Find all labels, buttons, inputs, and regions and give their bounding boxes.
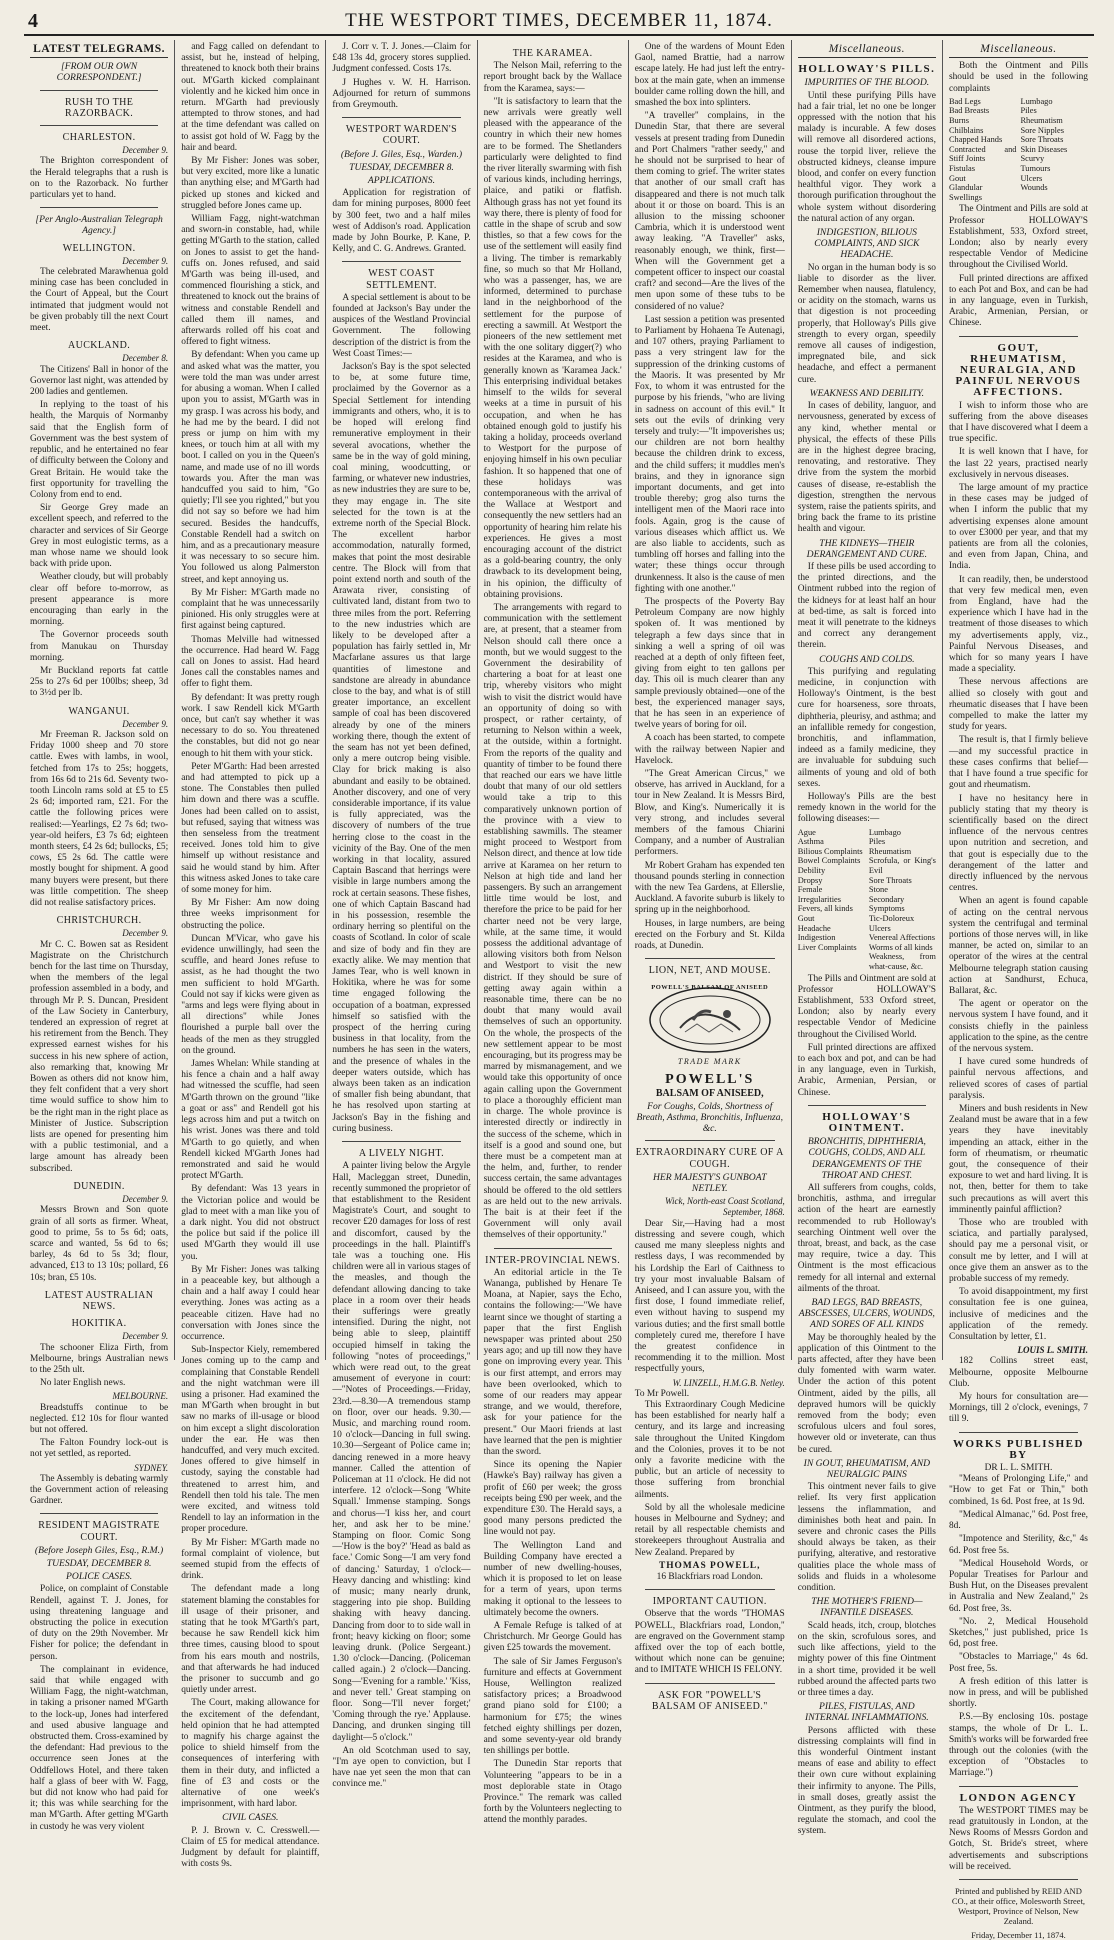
kidneys-heading: THE KIDNEYS—THEIR DERANGEMENT AND CURE. — [806, 537, 928, 560]
holloway-text: If these pills be used according to the printed directions, and the Ointment rubbed into the region of the kidneys for at least half an hour at bed-time, as salt is forced into meat it will penetrate to the kidneys and correct any derangement therein. — [797, 561, 936, 651]
interprovincial-text: Since its opening the Napier (Hawke's Bay) railway has given a profit of £60 per week; the gross receipts being £90 per week, and the expenditure £30. The Herald says, a good many persons predicted the line would not pay. — [483, 1460, 622, 1538]
disease-item: Headache — [797, 923, 831, 933]
warden-text: Application for registration of dam for mining purposes, 8000 feet by 300 feet, two and a half miles west of Addison's road. Application made by John Bourke, P. Kane, P. Kelly, and C. G. Andrews. Granted. — [332, 188, 471, 255]
court-text: By defendant: It was pretty rough work. I saw Rendell kick M'Garth once, but can't say whether it was necessary to do so. You threatened the constables, but did not go near enough to hit them with your stick. — [181, 692, 320, 759]
smith-address: 182 Collins street east, Melbourne, opposite Melbourne Club. — [948, 1356, 1088, 1389]
complaint-item: Burns — [948, 116, 969, 125]
divider — [342, 261, 460, 262]
holloway-text: Full printed directions are affixed to each box and pot, and can be had in any language, even in Turkish, Arabic, Armenian, Persian, or Chinese. — [797, 1042, 936, 1098]
disease-item: Dropsy — [797, 875, 823, 885]
complaints-right-list — [1020, 97, 1088, 203]
divider — [40, 207, 158, 208]
bronchitis-heading: BRONCHITIS, DIPHTHERIA, COUGHS, COLDS, AND ALL DERANGEMENTS OF THE THROAT AND CHEST. — [807, 1136, 926, 1181]
complaint-item: Sore Nipples — [1020, 125, 1064, 135]
works-heading: WORKS PUBLISHED BY — [952, 1437, 1084, 1461]
ointment-text: Persons afflicted with these distressing complaints will find in this wonderful Ointment instant means of ease and ability to effect their own cure without explaining their infirmity to anyone. The Pills, in small doses, greatly assist the Ointment, as they purify the blood, regulate the stomach, and cool the system. — [797, 1725, 936, 1837]
gout-text: The result is, that I firmly believe—and my successful practice in these cases confirms that belief—that I have found a true specific for gout and rheumatism. — [948, 735, 1088, 791]
trade-mark-label: TRADE MARK — [677, 1057, 742, 1067]
divider — [342, 117, 460, 118]
christchurch-heading: CHRISTCHURCH. — [56, 915, 142, 927]
ointment-text: Scald heads, itch, croup, blotches on the skin, scrofulous sores, and such like affections, yield to the mighty power of this fine Ointment in a short time, provided it be well rubbed around the affected parts two or three times a day. — [797, 1620, 936, 1698]
diseases-left-list — [798, 828, 865, 972]
court-text: James Whelan: While standing at his fence a chain and a half away had witnessed the scuffle, had seen M'Garth thrown on the ground "like a goat or ass" and Rendell got his legs across him and put a twitch on his wrist. Jones was there and told M'Garth to go quietly, and when Rendell kicked M'Garth Jones had remonstrated and said he would protect M'Garth. — [181, 1059, 320, 1182]
testimonial-recipient: To Mr Powell. — [634, 1388, 690, 1399]
charleston-heading: CHARLESTON. — [62, 132, 136, 144]
misc-text: The Ointment and Pills are sold at Professor HOLLOWAY'S Establishment, 533, Oxford street, London; also by nearly every respectable Vendor of Medicine throughout the Civilised World. — [948, 204, 1088, 271]
charleston-text: The Brighton correspondent of the Herald telegraphs that a rush is on to the Razorback. No further particulars yet to hand. — [30, 156, 169, 201]
works-text: "Medical Household Words, or Popular Treatises for Parlour and Bush Hut, on the Diseases prevalent in Australia and New Zealand," 2s 6d. Post free, 3s. — [948, 1558, 1088, 1614]
ointment-text: This ointment never fails to give relief. Its very first application lessens the inflammation, and diminishes both heat and pain. In severe and chronic cases the Pills should always be taken, as their purifying, alterative, and restorative qualities place the whole mass of solids and fluids in a wholesome condition. — [797, 1482, 936, 1594]
disease-item: Sore Throats — [868, 875, 912, 885]
gout-text: These nervous affections are allied so closely with gout and rheumatic diseases that I have been compelled to make the latter my study for years. — [948, 677, 1088, 733]
news-text: The prospects of the Poverty Bay Petroleum Company are now highly spoken of. It was mentioned by telegraph a few days since that in sinking a well a spring of oil was reached at a depth of only fifteen feet, giving from eight to ten gallons per day. This oil is much clearer than any sample previously obtained—one of the best, the experienced manager says, that he has seen in an experience of twelve years of boring for oil. — [634, 596, 785, 731]
works-text: P.S.—By enclosing 10s. postage stamps, the whole of Dr L. L. Smith's works will be forwarded free through out the colonies (with the exception of "Obstacles to Marriage.") — [948, 1712, 1088, 1779]
warden-court-heading: WESTPORT WARDEN'S COURT. — [345, 124, 458, 147]
misc-text: Both the Ointment and Pills should be used in the following complaints — [948, 61, 1088, 94]
divider — [645, 958, 775, 959]
rm-court-date: TUESDAY, DECEMBER 8. — [46, 1557, 152, 1569]
works-text: "Impotence and Sterility, &c," 4s 6d. Post free 5s. — [948, 1534, 1088, 1556]
court-text: Peter M'Garth: Had been arrested and had attempted to pick up a stone. The Constables then pulled him down and there was a scuffle. Jones had been called on to assist, but refused, saying that witness was then senseless from the treatment received. Jones told him to give himself up without resistance and said he would stand by him. After this witness asked Jones to take care of some money for him. — [181, 761, 320, 896]
divider — [494, 1248, 612, 1249]
disease-item: Venereal Affections — [868, 933, 935, 943]
ask-for-heading: ASK FOR "POWELL'S BALSAM OF ANISEED." — [651, 1689, 768, 1712]
balsam-text: This Extraordinary Cough Medicine has been established for nearly half a century, and its large and increasing sale throughout the United Kingdom and the Colonies, proves it to be not only a favorite medicine with the public, but an article of necessity to those suffering from bronchial ailments. — [634, 1399, 785, 1500]
complaint-item: Rheumatism — [1020, 116, 1063, 125]
court-text: William Fagg, night-watchman and sworn-in constable, had, while getting M'Garth to the station, called on Jones to assist to get the hand-cuffs on. Jones refused, and said M'Garth was being ill-used, and commenced flourishing a stick, and threatened to knock out the brains of witness and constable Rendell and called them ill names, and afterwards rolled off his coat and offered to fight witness. — [181, 214, 320, 348]
gunboat-line: HER MAJESTY'S GUNBOAT NETLEY. — [652, 1171, 767, 1195]
settlement-text: Jackson's Bay is the spot selected to be, at some future time, proclaimed by the Governor as a Special Settlement for intending immigrants and others, who, it is to be hoped will erelong find remunerative employment in their several avocations, whether the same be in the way of gold mining, coal mining, woodcutting, or farming, or whatever new industries, as new industries they are sure to be, they may engage in. The site selected for the town is at the extreme north of the Special Block. The excellent harbor accommodation, naturally formed, makes that point the most desirable centre. The Block will from that point extend north and south of the Arawata river, consisting of cultivated land, distant from two to three miles from the port. Referring to the new industries which are likely to be developed after a population has fairly settled in, Mr Macfarlane assures us that large quantities of limestone and sandstone are already in abundance close to the bay, and what is of still greater importance, an excellent sample of coal has been discovered already by one of the miners working there, though the extent of the seam has not yet been defined, only a mere outcrop being visible. Clay for brick making is also abundant and easily to be obtained. Another discovery, and one of very considerable importance, if its value is fully appreciated, was the discovery of numbers of the true herring close to the coast in the vicinity of the Bay. One of the men working in that locality, assured Captain Bascand that herrings were visible in large numbers among the rock at certain seasons. These fishes, one of which Captain Bascand had in his possession, resemble the ordinary herring so plentiful on the coasts of Scotland. In color of scale and size of body and fin they are exactly alike. We may mention that James Tear, who is well known in Hokitika, where he was for some time engaged following the occupation of a boatman, expressed himself so satisfied with the prospect of the herring curing business in that locality, from the numbers he has seen in the waters, and the presence of whales in the deeper waters outside, which has always been taken as an indication of smaller fish being abundant, that he has resolved upon starting at Jackson's Bay in the fishing and curing business. — [332, 362, 471, 1134]
disease-item: Debility — [797, 865, 826, 875]
auckland-text: The Citizens' Ball in honor of the Governor last night, was attended by 200 ladies and gentlemen. — [30, 364, 169, 398]
caution-text: Observe that the words "THOMAS POWELL, Blackfriars road, London," are engraved on the Government stamp affixed over the top of each bottle, without which none can be genuine; and to IMITATE WHICH IS FELONY. — [634, 1609, 785, 1676]
coughs-heading: COUGHS AND COLDS. — [819, 653, 915, 665]
complaint-item: Piles — [1020, 106, 1037, 116]
complaint-item: Chapped Hands — [948, 135, 1003, 145]
correspondent-note: [FROM OUR OWN CORRESPONDENT.] — [56, 61, 142, 84]
dateline: December 9. — [122, 1194, 169, 1205]
court-text: By defendant: When you came up and asked what was the matter, you were told the man was under arrest for abusing a woman. When I called upon you to assist, M'Garth was in my grasp. I was across his body, and he had me by the beard. I did not press or jump on him with my knees, or touch him at all with my boot. I called on you in the Queen's name, and made use of no ill words towards you. After the man was handcuffed you said to him, "Go quietly; I'll see you righted," but you did not say so before we had him secured. Besides the handcuffs, Constable Rendell had a switch on him, and as a precautionary measure it was necessary to so secure him. You followed us along Palmerston street, and kept annoying us. — [181, 350, 320, 585]
melbourne-text: The Falton Foundry lock-out is not yet settled, as reported. — [30, 1438, 169, 1460]
lion-net-mouse-heading: LION, NET, AND MOUSE. — [648, 965, 771, 977]
melbourne-tag: MELBOURNE. — [112, 1391, 169, 1402]
gout-text: It can readily, then, be understood that very few medical men, even from England, have had the experience which I have had in the treatment of those diseases to which my advertisements apply, viz., Painful Nervous Diseases, and which for so many years I have made a speciality. — [948, 574, 1088, 675]
complaint-item: Ulcers — [1020, 173, 1043, 183]
diseases-list — [798, 828, 936, 972]
police-cases-heading: POLICE CASES. — [66, 1571, 133, 1583]
disease-item: Fevers, all kinds — [797, 904, 853, 914]
news-text: One of the wardens of Mount Eden Gaol, named Brattie, had a narrow escape lately. He had just left the entry-box at the main gate, when an immense boulder came rolling down the hill, and smashed the box into splinters. — [634, 42, 785, 109]
disease-item: Rheumatism — [868, 846, 912, 856]
indigestion-heading: INDIGESTION, BILIOUS COMPLAINTS, AND SICK HEADACHE. — [814, 227, 920, 261]
complaint-item: Lumbago — [1020, 96, 1053, 106]
gout-text: When an agent is found capable of acting on the central nervous system the centrifugal and terminal portions of those nerves will, in like manner, be acted on, similar to an operator of the wires at the central Melbourne telegraph station causing action at Sandhurst, Echuca, Ballarat, &c. — [948, 896, 1088, 996]
rm-court-sub: (Before Joseph Giles, Esq., R.M.) — [34, 1544, 164, 1556]
bad-legs-heading: BAD LEGS, BAD BREASTS, ABSCESSES, ULCERS, WOUNDS, AND SORES OF ALL KINDS — [798, 1297, 935, 1331]
lively-night-heading: A LIVELY NIGHT. — [358, 1148, 445, 1160]
disease-item: Female Irregularities — [797, 885, 841, 904]
powells-heading: POWELL'S — [665, 1072, 755, 1088]
complaints-list — [949, 97, 1088, 203]
court-text: By Mr Fisher: Jones was talking in a peaceable key, but although a chain and a half away I could hear everything. Jones was acting as a peaceable citizen. Have had no conversation with Jones since the occurrence. — [181, 1264, 320, 1342]
testimonial-signature: W. LINZELL, H.M.G.B. Netley. — [672, 1377, 785, 1388]
dateline: December 9. — [122, 145, 169, 156]
court-text: By Mr Fisher: Am now doing three weeks imprisonment for obstructing the police. — [181, 898, 320, 931]
divider — [40, 125, 158, 126]
balsam-text: Sold by all the wholesale medicine houses in Melbourne and Sydney; and retail by all respectable chemists and storekeepers throughout Australia and New Zealand. Prepared by — [634, 1502, 785, 1558]
civil-text: J Hughes v. W. H. Harrison. Adjourned for return of summons from Greymouth. — [332, 77, 471, 111]
court-text: Duncan M'Vicar, who gave his evidence unwillingly, had seen the scuffle, and heard Jones refuse to assist, as he had thought the two men sufficient to hold M'Garth. Could not say if kicks were given as "arms and legs were flying about in all directions" while Jones flourished a purple ball over the heads of the men as they struggled on the ground. — [181, 933, 320, 1056]
agency-note: [Per Anglo-Australian Telegraph Agency.] — [35, 214, 163, 237]
misc-text: Full printed directions are affixed to each Pot and Box, and can be had in any language, even in Turkish, Arabic, Armenian, Persian, or Chinese. — [948, 273, 1088, 329]
court-text: The Court, making allowance for the excitement of the defendant, held opinion that he had attempted to magnify his charge against the police to shield himself from the consequences of interfering with them in their duty, and inflicted a fine of £3 and costs or the alternative of one week's imprisonment, with hard labor. — [181, 1698, 320, 1810]
karamea-text: The arrangements with regard to communication with the settlement are, at present, that a steamer from Nelson should call there once a month, but we would suggest to the Government the desirability of chartering a boat for at least one trip, whereby visitors who might wish to visit the district would have an opportunity of doing so with prospect, or rather certainty, of returning to Nelson within a week, at the outside, within a fortnight. From the reports of the quality and quantity of timber to be found there that reached our ears we have little doubt that many of our old settlers would take a trip to this comparatively unknown portion of the province with a view to establishing sawmills. The steamer might proceed to Westport from Nelson direct, and thence at low tide arrive at Karamea on her return to Nelson at high tide and land her passengers. By such an arrangement little time would be lost, and therefore the price to be paid for her charter need not be very large, while, at the same time, it would possess the additional advantage of allowing visitors both from Nelson and Westport to visit the new district. If they should be sure of getting away again within a reasonable time, there can be no doubt that many would avail themselves of such an opportunity. On the whole, the prospects of the new settlement appear to be most encouraging, but its progress may be marred by mismanagement, and we would take this opportunity of once again calling upon the Government to place a thoroughly efficient man in charge. The whole province is interested directly or indirectly in the success of the scheme, which in itself is a good and sound one, but there must be a competent man at the helm, and, further, to render success certain, the same advantages should be offered to the old settlers as are held out to the new arrivals. The bait is at their feet if the Government will only avail themselves of their opportunity." — [483, 602, 622, 1241]
holloway-text: The Pills and Ointment are sold at Professor HOLLOWAY'S Establishment, 533 Oxford street, London; also by nearly every respectable Vendor of Medicine throughout the Civilised World. — [797, 973, 936, 1040]
news-text: Mr Robert Graham has expended ten thousand pounds sterling in connection with the new Tea Gardens, at Ellerslie, Auckland. A favorite suburb is likely to spring up in the neighborhood. — [634, 860, 785, 916]
divider — [342, 1141, 460, 1142]
complaint-item: Wounds — [1020, 183, 1048, 193]
interprovincial-text: The Wellington Land and Building Company have erected a number of new dwelling-houses, which it is proposed to let on lease for a term of years, upon terms making it optional to the lessees to ultimately become the owners. — [483, 1540, 622, 1618]
wellington-text: The celebrated Marawhenua gold mining case has been concluded in the Court of Appeal, but the Court intimated that judgment would not be given probably till the next Court meet. — [30, 267, 169, 334]
smith-signature: LOUIS L. SMITH. — [1017, 1345, 1088, 1356]
newspaper-title: THE WESTPORT TIMES, DECEMBER 11, 1874. — [345, 10, 773, 31]
logo-label: POWELL'S BALSAM OF ANISEED — [651, 984, 769, 992]
holloway-pills-heading: HOLLOWAY'S PILLS. — [798, 63, 936, 76]
disease-item: Liver Complaints — [797, 942, 857, 952]
extraordinary-cure-heading: EXTRAORDINARY CURE OF A COUGH. — [635, 1147, 784, 1170]
london-agency-heading: LONDON AGENCY — [959, 1791, 1078, 1804]
auckland-text: Mr Buckland reports fat cattle 25s to 27s 6d per 100lbs; sheep, 3d to 3½d per lb. — [30, 665, 169, 699]
interprovincial-text: The sale of Sir James Ferguson's furniture and effects at Government House, Wellington realized satisfactory prices; a Broadwood grand piano sold for £100; a harmonium for £75; the wines fetched eighty shillings per dozen, and some seventy-year old brandy ten shillings per bottle. — [483, 1656, 622, 1757]
caution-heading: IMPORTANT CAUTION. — [652, 1596, 767, 1608]
hokitika-text: No later English news. — [40, 1378, 126, 1389]
wanganui-heading: WANGANUI. — [68, 705, 130, 717]
karamea-text: The Nelson Mail, referring to the report brought back by the Wallace from the Karamea, says:— — [483, 61, 622, 94]
christchurch-text: Mr C. C. Bowen sat as Resident Magistrate on the Christchurch bench for the last time on Thursday, when the members of the legal profession assembled in a body, and through Mr P. S. Duncan, President of the Law Society in Canterbury, tendered an expression of regret at his retirement from the Bench. They expressed earnest wishes for his success in his new sphere of action, also remarking that, knowing Mr Bowen as others did not know him, they felt confident that a very short time would suffice to show him to be the right man in the right place as Minister of Justice. Subscription lists are opened for presenting him with a public testimonial, and a large amount has already been subscribed. — [30, 939, 169, 1174]
dateline: December 8. — [122, 353, 169, 364]
auckland-text: In replying to the toast of his health, the Marquis of Normanby said that the English form of Government was the best system of republic, and he entertained no fear of difficulty between the Colony and Great Britain. He would take the first opportunity for travelling the Colony from end to end. — [30, 400, 169, 500]
police-text: The complainant in evidence, said that while engaged with William Fagg, the night-watchman, in taking a prisoner named M'Garth to the lock-up, Jones had interfered and used abusive language and obstructed them. Cross-examined by the defendant: Had previous to the occurrence seen Jones at the Oddfellows Hotel, and there taken half a glass of beer with W. Fagg, but did not know who had paid for it; this was while searching for the man M'Garth. After getting M'Garth in custody he was very violent — [30, 1664, 169, 1832]
london-text: The WESTPORT TIMES may be read gratuitously in London, at the News Rooms of Messrs Gordon and Gotch, St. Bride's street, where advertisements and subscriptions will be received. — [948, 1805, 1088, 1872]
misc-heading: Miscellaneous. — [798, 44, 936, 58]
works-text: "Medical Almanac," 6d. Post free, 8d. — [948, 1509, 1088, 1532]
complaint-item: Skin Diseases — [1020, 144, 1068, 154]
warden-court-date: TUESDAY, DECEMBER 8. — [349, 161, 454, 173]
dateline: December 9. — [122, 255, 169, 266]
thomas-powell-address: 16 Blackfriars road London. — [656, 1571, 763, 1582]
works-text: "Means of Prolonging Life," and "How to get Fat or Thin," both combined, 1s 6d. Post free, at 1s 9d. — [948, 1474, 1088, 1507]
civil-text: J. Corr v. T. J. Jones.—Claim for £48 13s 4d, grocery stores supplied. Judgment confessed. Costs 17s. — [332, 42, 471, 75]
testimonial-text: Dear Sir,—Having had a most distressing and severe cough, which caused me many sleepless nights and restless days, I was recommended by his Lordship the Earl of Caithness to try your most invaluable Balsam of Aniseed, and I can assure you, with the first dose, I found immediate relief, even without having to suspend my various duties; and the first small bottle completely cured me, therefore I have the greatest confidence in recommending it to the million. Most respectfully yours, — [634, 1218, 785, 1375]
impurities-heading: IMPURITIES OF THE BLOOD. — [804, 77, 930, 89]
holloway-text: In cases of debility, languor, and nervousness, generated by excess of any kind, whether mental or physical, the effects of these Pills are in the highest degree bracing, renovating, and restorative. They drive from the system the morbid causes of disease, re-establish the digestion, strengthen the nervous system, raise the patients spirits, and bring back the frame to its pristine health and vigour. — [797, 401, 936, 535]
rm-court-heading: RESIDENT MAGISTRATE COURT. — [38, 1520, 160, 1543]
smith-hours: My hours for consultation are—Mornings, till 2 o'clock, evenings, 7 till 9. — [948, 1392, 1088, 1425]
gout-text: I wish to inform those who are suffering from the above diseases that I have discovered what I deem a true specific. — [948, 400, 1088, 445]
disease-item: Weakness, from what-cause, &c. — [868, 952, 936, 971]
piles-heading: PILES, FISTULAS, AND INTERNAL INFLAMMATIONS. — [805, 1701, 929, 1724]
news-text: A coach has been started, to compete with the railway between Napier and Havelock. — [634, 733, 785, 766]
sydney-tag: SYDNEY. — [134, 1462, 169, 1473]
imprint-date: Friday, December 11, 1874. — [971, 1929, 1066, 1940]
complaint-item: Contracted and Stiff Joints — [948, 144, 1017, 164]
dunedin-text: Messrs Brown and Son quote grain of all sorts as firmer. Wheat, good to prime, 5s to 5s 6d; oats, scarce and wanted, 5s 6d to 6s; barley, 4s 6d to 5s 3d; flour, advanced, £13 to 13 10s; pollard, £6 10s; bran, £5 10s. — [30, 1205, 169, 1283]
gout-heading: GOUT, RHEUMATISM, NEURALGIA, AND PAINFUL NERVOUS AFFECTIONS. — [955, 341, 1082, 399]
column-7 — [943, 40, 1094, 1940]
complaint-item: Bad Breasts — [948, 106, 990, 116]
disease-item: Ulcers — [868, 923, 891, 933]
ointment-text: May be thoroughly healed by the application of this Ointment to the parts affected, after they have been duly fomented with warm water. Under the action of this potent Ointment, aided by the pills, all depraved humors will be quickly removed from the body; even scrofulous ulcers and foul sores, however old or inveterate, can thus be cured. — [797, 1332, 936, 1455]
balsam-sub: For Coughs, Colds, Shortness of Breath, Asthma, Bronchitis, Influenza, &c. — [636, 1100, 783, 1135]
works-text: A fresh edition of this latter is now in press, and will be published shortly. — [948, 1676, 1088, 1710]
court-text: By Mr Fisher: M'Garth made no complaint that he was unnecessarily pinioned. His only struggles were at first against being captured. — [181, 587, 320, 632]
auckland-text: Weather cloudy, but will probably clear off before to-morrow, as present appearance is more encouraging than early in the morning. — [30, 572, 169, 628]
imprint: Printed and published by REID AND CO., at their office, Molesworth Street, Westport, Province of Nelson, New Zealand. — [951, 1885, 1086, 1926]
complaint-item: Bad Legs — [948, 96, 981, 106]
disease-item: Stone — [868, 885, 888, 895]
column-5 — [629, 40, 792, 1712]
disease-item: Worms of all kinds — [868, 942, 933, 952]
dunedin-heading: DUNEDIN. — [73, 1180, 125, 1192]
disease-item: Gout — [797, 913, 815, 923]
auckland-text: The Governor proceeds south from Manukau on Thursday morning. — [30, 630, 169, 663]
disease-item: Lumbago — [868, 827, 901, 837]
hokitika-heading: HOKITIKA. — [71, 1318, 127, 1330]
melbourne-text: Breadstuffs continue to be neglected. £12 10s for flour wanted but not offered. — [30, 1402, 169, 1435]
rush-heading: RUSH TO THE RAZORBACK. — [64, 96, 134, 119]
diseases-right-list — [869, 828, 936, 972]
court-text: By Mr Fisher: M'Garth made no formal complaint of violence, but seemed stupid from the effects of drink. — [181, 1537, 320, 1582]
complaint-item: Gout — [948, 173, 966, 183]
gout-text: It is well known that I have, for the last 22 years, practised nearly exclusively in nervous diseases. — [948, 447, 1088, 480]
disease-item: Secondary Symptoms — [868, 894, 905, 914]
interprovincial-heading: INTER-PROVINCIAL NEWS. — [485, 1254, 621, 1266]
interprovincial-text: The Dunedin Star reports that Volunteering "appears to be in a most deplorable state in Otago Province." The remark was called forth by the Volunteers neglecting to attend the monthly parades. — [483, 1759, 622, 1826]
divider — [959, 1879, 1078, 1880]
lively-text: A painter living below the Argyle Hall, Macleggan street, Dunedin, recently summoned the proprietor of that establishment to the Resident Magistrate's Court, and sought to recover £20 damages for loss of rest and discomfort, caused by the proceedings in the hall. Plaintiff's tale was a touching one. His children were all in various stages of the measles, and though the defendant allowing dancing to take place in a room over their heads their sufferings were greatly intensified. During the night, not being able to sleep, plaintiff occupied himself in taking the following "notes of proceedings," which were read out, to the great amusement of everyone in court:—"Notes of Proceedings.—Friday, 23rd.—8.30—A tremendous stamp on floor, over our heads. 9.30.—Music, and marching round room. 10 o'clock—Dancing in full swing. 10.30—Sergeant of Police came in; dancing renewed in a more heavy manner. Called the attention of Policeman at 11 o'clock. He did not interfere. 12 o'clock—Song 'White Squall.' Immense stamping. Songs and chorus—'I kiss her, and court her, and ask her to be mine.' Stamping on floor. Comic Song—'How is the boy?' 'Head as bald as face.' Comic Song—'I am very fond of dancing.' Saturday, 1 o'clock—Heavy dancing and whistling: kind of music; many nearly drunk, staggering into pie shop. Building shaking with heavy dancing. Dancing from door to to side wall in front; heavy kicking on floor; some leaving drunk. (Police Sergeant.) 1.30 o'clock—Dancing. (Policeman called again.) 2 o'clock—Dancing. Song—'Evening for a ramble.' 'Kiss, and never tell.' Great stamping on floor. Song—'I'll never forget;' 'Coming through the rye.' Applause. Dancing, and drunken singing till daylight—5 o'clock." — [332, 1161, 471, 1743]
lively-text: An old Scotchman used to say, "I'm aye open to conviction, but I have nae yet seen the mon that can convince me." — [332, 1745, 471, 1790]
settlement-heading: WEST COAST SETTLEMENT. — [366, 268, 437, 291]
ointment-text: All sufferers from coughs, colds, bronchitis, asthma, and irregular action of the heart are earnestly recommended to rub Holloway's searching Ointment well over the throat, breast, and back, as the case may require, twice a day. This Ointment is the most efficacious remedy for all internal and external ailments of the throat. — [797, 1182, 936, 1294]
letter-date: Wick, North-east Coast Scotland, September, 1868. — [665, 1196, 785, 1218]
column-3 — [326, 40, 477, 1790]
sydney-text: The Assembly is debating warmly the Government action of releasing Gardner. — [30, 1473, 169, 1507]
gout-text: I have cured some hundreds of painful nervous affections, and relieved scores of cases of partial paralysis. — [948, 1057, 1088, 1101]
latest-telegrams-heading: LATEST TELEGRAMS. — [30, 44, 168, 58]
works-author: DR L. L. SMITH. — [984, 1463, 1053, 1474]
gout-text: I have no hesitancy here in publicly stating that my theory is scientifically based on the direct influence of the nervous centres upon nutrition and secretion, and that gout is especially due to the derangement of the latter and directly influenced by the nervous centres. — [948, 793, 1088, 894]
disease-item: Scrofula, or King's Evil — [868, 856, 936, 875]
news-text: Last session a petition was presented to Parliament by Hohaena Te Autenagi, and 107 others, praying Parliament to pass a very stringent law for the suppression of the drinking customs of the Maoris. It was presented by Mr Fox, to whom it was entrusted for the purpose by his friends, "who are living in sadness on account of this evil." It sets out the evils of drinking very tersely and truly:—"It impoverishes us; our children are not born healthy because the children drink to excess, and the child suffers; it muddles men's brains, and they in ignorance sign important documents, and get into trouble thereby; grog also turns the intelligent men of the Maori race into fools. Again, grog is the cause of various diseases which afflict us. We are also liable to accidents, such as tumbling off horses and falling into the water; these things occur through drunkenness. It also is the cause of men fighting with one another." — [634, 314, 785, 594]
columns — [24, 40, 1094, 1940]
complaint-item: Glandular Swellings — [948, 183, 983, 202]
court-text: Sub-Inspector Kiely, remembered Jones coming up to the camp and complaining that Constable Rendell and the night watchman were ill using a prisoner. Had examined the man M'Garth when brought in but saw no marks of ill-usage or blood on him except a slight discoloration under the ear. He was then handcuffed, and very much excited. Jones offered to give himself in custody, saying the constable had threatened to arrest him, and Rendell then told his tale. The men were excited, and witness told Rendell to lay an information in the proper procedure. — [181, 1345, 320, 1535]
holloway-ointment-heading: HOLLOWAY'S OINTMENT. — [822, 1110, 912, 1134]
disease-item: Bilious Complaints — [797, 846, 863, 856]
gout-text: The agent or operator on the nervous system I have found, and it consists chiefly in the painless application to the spine, as the centre of the nervous system. — [948, 999, 1088, 1054]
gout-text: To avoid disappointment, my first consultation fee is one guinea, inclusive of medicines and the application of the remedy. Consultation by letter, £1. — [948, 1287, 1088, 1343]
page-number: 4 — [28, 10, 38, 32]
divider — [959, 1432, 1078, 1433]
works-text: "Obstacles to Marriage," 4s 6d. Post free, 5s. — [948, 1652, 1088, 1674]
auckland-heading: AUCKLAND. — [67, 340, 131, 352]
court-text: By Mr Fisher: Jones was sober, but very excited, more like a lunatic than anything else; and M'Garth had picked up stones and kicked and struggled before Jones came up. — [181, 156, 320, 211]
wellington-heading: WELLINGTON. — [62, 242, 136, 254]
gout-text: Those who are troubled with sciatica, and partially paralysed, should pay me a personal visit, or consult me by letter, and I will at once give them an answer as to the probable success of my remedy. — [948, 1218, 1088, 1285]
divider — [645, 1683, 775, 1684]
column-1 — [24, 40, 175, 1832]
interprovincial-text: A Female Refuge is talked of at Christchurch. Mr George Gould has given £25 towards the movement. — [483, 1621, 622, 1654]
balsam-heading: BALSAM OF ANISEED, — [655, 1087, 764, 1099]
civil-cases-heading: CIVIL CASES. — [222, 1812, 279, 1824]
warden-court-sub: (Before J. Giles, Esq., Warden.) — [340, 148, 463, 160]
trade-mark-logo — [635, 980, 785, 1070]
dateline: December 9. — [122, 928, 169, 939]
disease-item: Tic-Doloreux — [868, 913, 915, 923]
auckland-text: Sir George Grey made an excellent speech, and referred to the character and services of Sir George Grey in most eulogistic terms, as a man whose name we should look back with pride upon. — [30, 503, 169, 570]
complaint-item: Tumours — [1020, 163, 1051, 173]
court-text: The defendant made a long statement blaming the constables for ill usage of their prisoner, and stating that he took M'Garth's part, because he saw Rendell kick him three times, causing blood to spout from his ears mouth and nostrils, and that afterwards he had induced the prisoner to succumb and go quietly under arrest. — [181, 1584, 320, 1696]
karamea-heading: THE KARAMEA. — [512, 48, 593, 59]
complaint-item: Chilblains — [948, 125, 984, 135]
applications-heading: APPLICATIONS. — [367, 175, 435, 187]
dateline: December 9. — [122, 1331, 169, 1342]
police-text: Police, on complaint of Constable Rendell, against T. J. Jones, for using threatening language and obstructing the police in execution of duty on the 29th November. Mr Fisher for police; the defendant in person. — [30, 1584, 169, 1662]
divider — [959, 1786, 1078, 1787]
settlement-text: A special settlement is about to be founded at Jackson's Bay under the auspices of the Westland Provincial Government. The following description of the district is from the West Coast Times:— — [332, 292, 471, 359]
news-text: "The Great American Circus," we observe, has arrived in Auckland, for a tour in New Zealand. It is Messrs Bird, Blow, and King's. Numerically it is very strong, and includes several members of the famous Chiarini Company, and a number of Australian performers. — [634, 769, 785, 858]
holloway-text: Holloway's Pills are the best remedy known in the world for the following diseases:— — [797, 792, 936, 825]
holloway-text: No organ in the human body is so liable to disorder as the liver. Remember when nausea, flatulency, or acidity on the stomach, warns us that digestion is not proceeding properly, that Holloway's Pills give strength to every organ, speedily remove all causes of indigestion, impregnated bile, and sick headache, and effect a permanent cure. — [797, 262, 936, 385]
column-4 — [478, 40, 629, 1826]
mothers-friend-heading: THE MOTHER'S FRIEND—INFANTILE DISEASES. — [811, 1596, 923, 1619]
court-text: By defendant: Was 13 years in the Victorian police and would be glad to meet with a man like you of a dark night. You did not obstruct the police but said if the police ill used M'Garth they would ill use you. — [181, 1184, 320, 1262]
court-text: Thomas Melville had witnessed the occurrence. Had heard W. Fagg call on Jones to assist. Had heard Jones call the constables names and offer to fight them. — [181, 634, 320, 690]
disease-item: Bowel Complaints — [797, 856, 861, 866]
court-text: and Fagg called on defendant to assist, but he, instead of helping, threatened to knock both their brains out. M'Garth kicked complainant violently and he kicked him once in return. M'Garth had previously attempted to throw stones, and had at the time defendant was called on to assist got hold of W. Fagg by the hair and beard. — [181, 42, 320, 153]
gout-pains-heading: IN GOUT, RHEUMATISM, AND NEURALGIC PAINS — [803, 1457, 931, 1481]
weakness-heading: WEAKNESS AND DEBILITY. — [809, 387, 925, 399]
disease-item: Asthma — [797, 837, 824, 847]
misc-heading: Miscellaneous. — [949, 44, 1088, 58]
works-text: "No. 2, Medical Household Sketches," just published, price 1s 6d, post free. — [948, 1616, 1088, 1650]
hokitika-text: The schooner Eliza Firth, from Melbourne, brings Australian news to the 25th ult. — [30, 1342, 169, 1375]
divider — [645, 1589, 775, 1590]
divider — [959, 336, 1078, 337]
gout-text: The large amount of my practice in these cases may be judged of when I inform the public that my advertising expenses alone amount to over £3000 per year, and that my patients are from all the colonies, and even from Japan, China, and India. — [948, 483, 1088, 572]
divider — [808, 1105, 926, 1106]
divider — [40, 1513, 158, 1514]
disease-item: Ague — [797, 827, 816, 837]
complaint-item: Sore Throats — [1020, 135, 1064, 145]
news-text: "A traveller" complains, in the Dunedin Star, that there are several vessels at present trading from Dunedin and Port Chalmers "rather seedy," and he should not be surprised to hear of them coming to grief. The writer states that another of our small craft has disappeared and there is not much talk about it or those on board. This is an allusion to the missing schooner Cambria, which it is understood went away leaking. "A Traveller" asks, reasonably enough, we think, first—When will the Government get a competent officer to inspect our coastal craft? and second—Are the lives of the men upon some of these tubs to be considered of no value? — [634, 111, 785, 312]
divider — [40, 90, 158, 91]
news-text: Houses, in large numbers, are being erected on the Forbury and St. Kilda roads, at Dunedin. — [634, 918, 785, 952]
dateline: December 9. — [122, 718, 169, 729]
australian-news-heading: LATEST AUSTRALIAN NEWS. — [44, 1289, 154, 1312]
interprovincial-text: An editorial article in the Te Wananga, published by Henare Te Moana, at Napier, says the Echo, contains the following:—"We have learnt since we thought of starting a paper that the first English newspaper was printed about 250 years ago; and up till now they have gone on improving every year. This is our first attempt, and errors may have been overlooked, which to some of our readers may appear strange, and we would, therefore, ask for your patience for the present." Our Maori friends at last have learned that the pen is mightier than the sword. — [483, 1267, 622, 1457]
civil-text: P. J. Brown v. C. Cresswell.—Claim of £5 for medical attendance. Judgment by default for plaintiff, with costs 9s. — [181, 1825, 320, 1870]
holloway-text: This purifying and regulating medicine, in conjunction with Holloway's Ointment, is the best cure for hoarseness, sore throats, diphtheria, pleurisy, and asthma; and an infallible remedy for congestion, bronchitis, and inflammation, indeed as a family medicine, they are invaluable for subduing such ailments of young and old of both sexes. — [797, 666, 936, 789]
holloway-text: Until these purifying Pills have had a fair trial, let no one be longer oppressed with the notion that his malady is incurable. A few doses will remove all disordered actions, rouse the torpid liver, relieve the obstructed kidneys, cleanse impure blood, and confer on every function healthful vigor. They work a thorough purification throughout the whole system without disordering the natural action of any organ. — [797, 90, 936, 224]
karamea-text: "It is satisfactory to learn that the new arrivals were greatly well pleased with the appearance of the country in which their new homes are to be formed. The Shetlanders particularly were delighted to find the river literally swarming with fish of various kinds, including herrings, plaice, and patiki or flatfish. Although grass has not yet found its way there, there is plenty of food for cattle in the shape of scrub and sow thistles, so that a few cows for the use of the settlement will easily find a living. The timber is remarkably fine, so much so that Mr Holland, who was a passenger, has, we are informed, determined to purchase land in the neighborhood of the settlement for the purpose of erecting a sawmill. At Westport the pioneers of the new settlement met with the one solitary digger(?) who resides at the Karamea, and who is generally known as 'Karamea Jack.' This enterprising individual betakes himself to the wilds for several weeks at a time in pursuit of his occupation, and when he has obtained enough gold to justify his taking a holiday, proceeds overland to Westport for the purpose of enjoying himself in his own peculiar fashion. It so happened that one of these holidays was contemporaneous with the arrival of the Wallace at Westport and consequently the new settlers had an opportunity of hearing him relate his experiences. He gives a most encouraging account of the district as a gold-bearing country, the only drawback to its development being, in his opinion, the difficulty of obtaining provisions. — [483, 96, 622, 600]
thomas-powell-name: THOMAS POWELL, — [658, 1560, 761, 1571]
column-6 — [792, 40, 943, 1837]
disease-item: Piles — [868, 837, 886, 847]
masthead — [24, 6, 1094, 36]
gout-text: Miners and bush residents in New Zealand must be aware that in a few years they have inevitably impending an attack, either in the form of rheumatism, or rheumatic gout, the consequence of their exposure to wet and hard living. It is not, then, better for them to take such precautions as will avert this imminently painful affliction? — [948, 1103, 1088, 1215]
complaint-item: Fistulas — [948, 163, 975, 173]
column-2 — [175, 40, 326, 1870]
complaint-item: Scurvy — [1020, 154, 1045, 164]
wanganui-text: Mr Freeman R. Jackson sold on Friday 1000 sheep and 70 store cattle. Ewes with lambs, in wool, fetched from 17s to 25s; hoggets, from 16s 6d to 21s 6d. Seventy two-tooth Lincoln rams sold at £5 to £5 2s 6d; imported ram, £21. For the cattle the following prices were realised:—Yearlings, £2 7s 6d; two-year-old heifers, £3 7s 6d; eighteen month steers, £4 2s 6d; bullocks, £5; cows, £5 2s 6d. The cattle were mostly bought for shipment. A good many buyers were present, but there was little competition. The sheep did not realise satisfactory prices. — [30, 729, 169, 909]
complaints-left-list — [949, 97, 1017, 203]
disease-item: Indigestion — [797, 933, 836, 943]
divider — [645, 1140, 775, 1141]
